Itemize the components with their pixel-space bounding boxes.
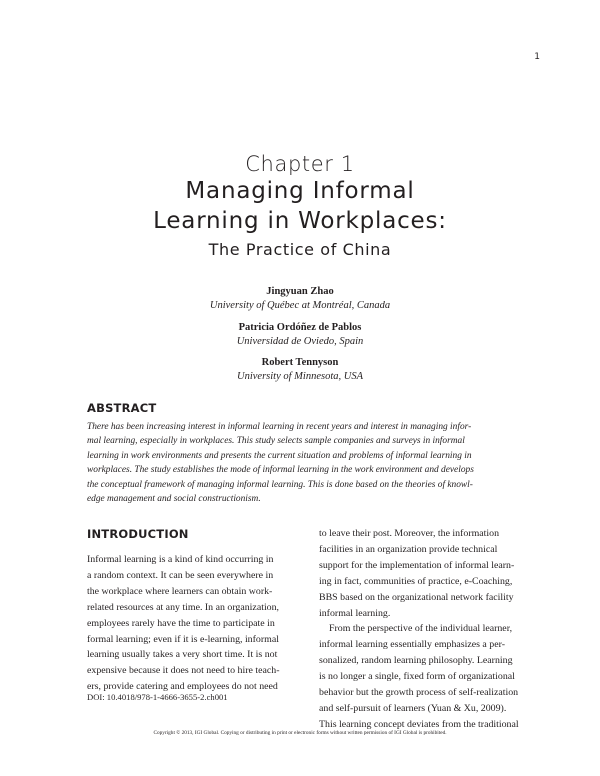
abstract-line: There has been increasing interest in informal learning in recent years and interest in managing infor-	[87, 422, 472, 432]
abstract-line: edge management and social constructionism.	[87, 494, 261, 505]
abstract-heading: ABSTRACT	[87, 401, 157, 415]
chapter-label: Chapter 1	[245, 152, 355, 176]
page-number: 1	[534, 52, 540, 62]
body-line: is no longer a single, fixed form of organizational	[319, 671, 515, 683]
body-line: informal learning essentially emphasizes a per-	[319, 639, 505, 651]
body-line: support for the implementation of informal learn-	[319, 559, 515, 571]
body-line: related resources at any time. In an organization,	[87, 601, 280, 613]
introduction-heading: INTRODUCTION	[87, 527, 189, 541]
abstract-line: the conceptual framework of managing informal learning. This is done based on the theories of knowl-	[87, 479, 473, 490]
body-line: the workplace where learners can obtain work-	[87, 585, 273, 597]
body-line: and self-pursuit of learners (Yuan & Xu, 2009).	[319, 702, 507, 714]
body-line: facilities in an organization provide technical	[319, 543, 498, 555]
doi: DOI: 10.4018/978-1-4666-3655-2.ch001	[87, 692, 228, 702]
body-line: behavior but the growth process of self-realization	[319, 687, 519, 699]
abstract-line: learning in work environments and presents the current situation and problems of informal learning in	[87, 450, 472, 461]
abstract-line: mal learning, especially in workplaces. This study selects sample companies and surveys in informal	[87, 436, 465, 447]
body-line: ers, provide catering and employees do not need	[87, 681, 278, 693]
author-name: Jingyuan Zhao	[266, 286, 334, 297]
body-line: This learning concept deviates from the traditional	[319, 718, 519, 730]
body-line: expensive because it does not need to hire teach-	[87, 665, 280, 677]
body-line: informal learning.	[319, 607, 391, 619]
author-affiliation: University of Minnesota, USA	[237, 371, 363, 382]
body-line: learning usually takes a very short time. It is not	[87, 649, 278, 661]
body-line: BBS based on the organizational network facility	[319, 591, 514, 603]
chapter-title-line-1: Managing Informal	[185, 178, 415, 204]
introduction-right-column	[319, 526, 530, 733]
body-line: employees rarely have the time to participate in	[87, 617, 275, 629]
author-affiliation: Universidad de Oviedo, Spain	[236, 336, 364, 347]
abstract-text	[87, 420, 530, 506]
author-name: Patricia Ordóñez de Pablos	[238, 322, 362, 333]
body-line: From the perspective of the individual learner,	[329, 623, 513, 635]
copyright-notice: Copyright © 2013, IGI Global. Copying or distributing in print or electronic forms without written permission of IGI Global is prohibited.	[153, 730, 447, 736]
body-line: Informal learning is a kind of kind occurring in	[87, 554, 274, 565]
body-line: ing in fact, communities of practice, e-Coaching,	[319, 575, 513, 587]
body-line: formal learning; even if it is e-learning, informal	[87, 633, 279, 645]
body-line: sonalized, random learning philosophy. Learning	[319, 655, 513, 667]
chapter-title-line-2: Learning in Workplaces:	[153, 208, 447, 234]
introduction-left-column	[87, 552, 299, 695]
body-line: a random context. It can be seen everywhere in	[87, 569, 274, 581]
author-affiliation: University of Québec at Montréal, Canada	[209, 300, 391, 311]
abstract-line: workplaces. The study establishes the mode of informal learning in the work environment and develops	[87, 465, 474, 476]
author-name: Robert Tennyson	[261, 357, 339, 368]
chapter-subtitle: The Practice of China	[208, 240, 392, 259]
body-line: to leave their post. Moreover, the information	[319, 528, 500, 539]
